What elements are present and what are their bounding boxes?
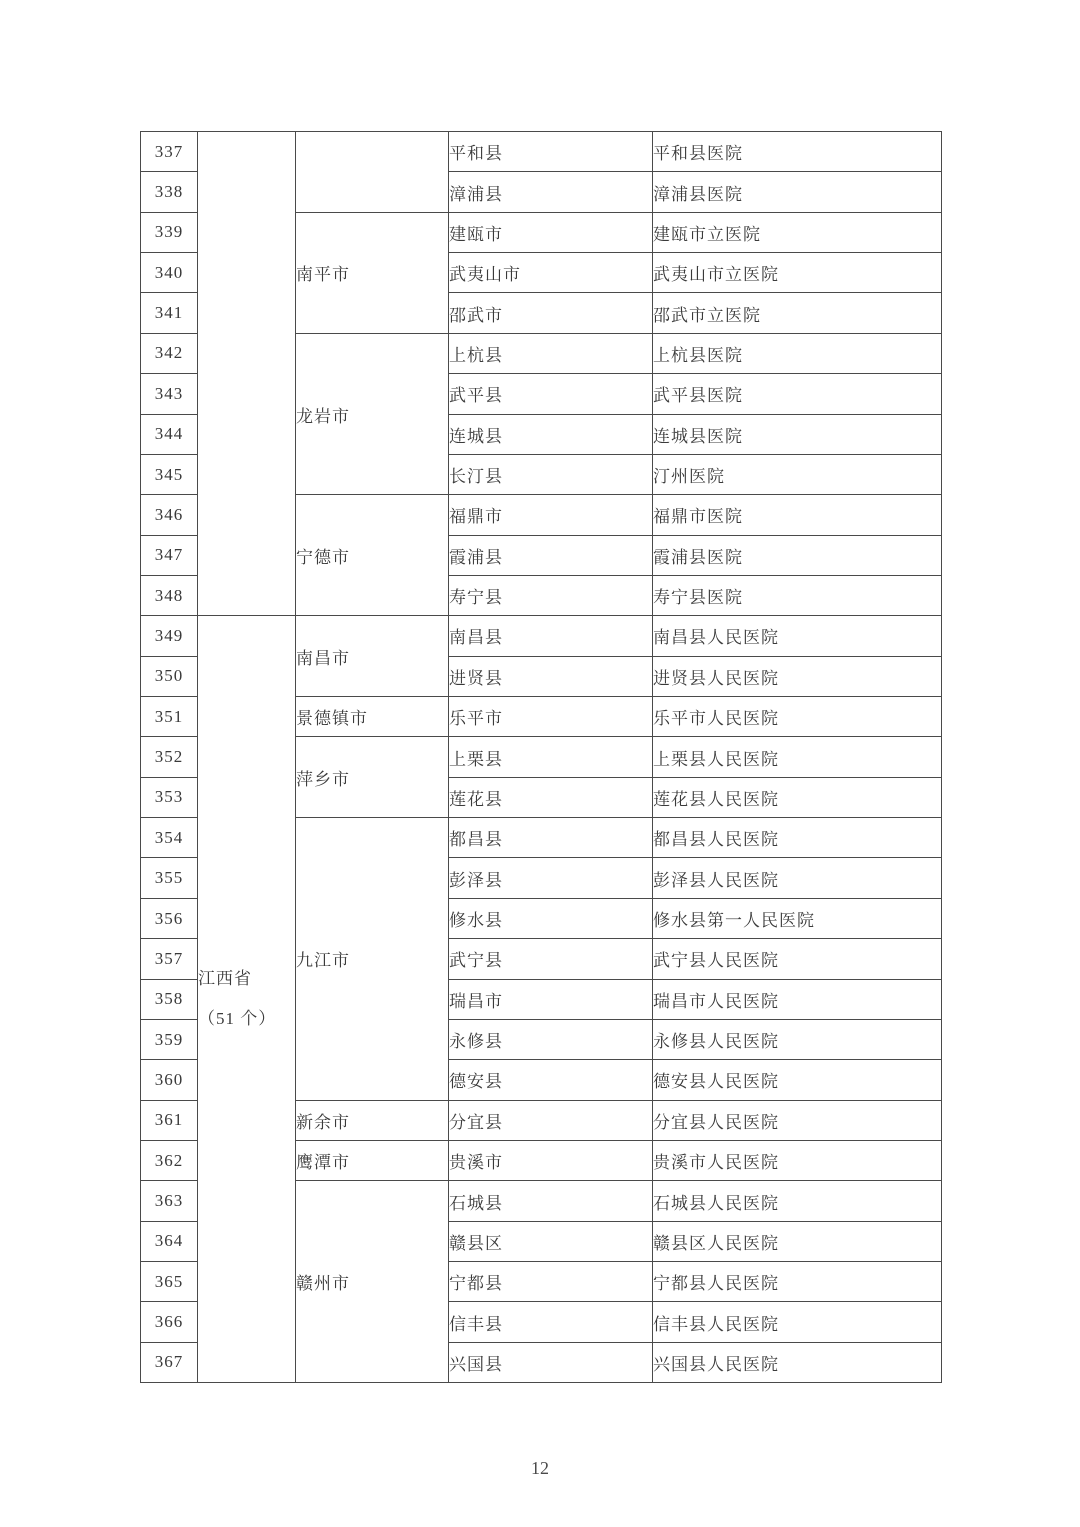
row-number-cell: 346 bbox=[141, 495, 198, 535]
city-cell bbox=[296, 132, 449, 213]
hospital-cell: 寿宁县医院 bbox=[653, 575, 942, 615]
county-cell: 寿宁县 bbox=[449, 575, 653, 615]
page-number: 12 bbox=[531, 1458, 549, 1478]
county-cell: 宁都县 bbox=[449, 1262, 653, 1302]
hospital-cell: 贵溪市人民医院 bbox=[653, 1140, 942, 1180]
row-number-cell: 343 bbox=[141, 374, 198, 414]
hospital-cell: 福鼎市医院 bbox=[653, 495, 942, 535]
row-number-cell: 356 bbox=[141, 898, 198, 938]
county-cell: 分宜县 bbox=[449, 1100, 653, 1140]
row-number-cell: 338 bbox=[141, 172, 198, 212]
hospital-cell: 上杭县医院 bbox=[653, 333, 942, 373]
county-cell: 彭泽县 bbox=[449, 858, 653, 898]
hospital-cell: 漳浦县医院 bbox=[653, 172, 942, 212]
hospital-cell: 宁都县人民医院 bbox=[653, 1262, 942, 1302]
county-cell: 莲花县 bbox=[449, 777, 653, 817]
row-number-cell: 337 bbox=[141, 132, 198, 172]
county-cell: 武宁县 bbox=[449, 939, 653, 979]
hospital-cell: 平和县医院 bbox=[653, 132, 942, 172]
county-cell: 上杭县 bbox=[449, 333, 653, 373]
county-cell: 石城县 bbox=[449, 1181, 653, 1221]
hospital-cell: 霞浦县医院 bbox=[653, 535, 942, 575]
hospital-cell: 邵武市立医院 bbox=[653, 293, 942, 333]
row-number-cell: 365 bbox=[141, 1262, 198, 1302]
hospital-cell: 武宁县人民医院 bbox=[653, 939, 942, 979]
hospital-cell: 分宜县人民医院 bbox=[653, 1100, 942, 1140]
hospital-cell: 汀州医院 bbox=[653, 454, 942, 494]
province-cell bbox=[198, 132, 296, 616]
city-cell: 龙岩市 bbox=[296, 333, 449, 494]
row-number-cell: 367 bbox=[141, 1342, 198, 1382]
county-cell: 武夷山市 bbox=[449, 253, 653, 293]
row-number-cell: 348 bbox=[141, 575, 198, 615]
row-number-cell: 357 bbox=[141, 939, 198, 979]
county-cell: 长汀县 bbox=[449, 454, 653, 494]
row-number-cell: 364 bbox=[141, 1221, 198, 1261]
county-cell: 永修县 bbox=[449, 1019, 653, 1059]
hospital-table-body bbox=[141, 132, 942, 1383]
hospital-table bbox=[140, 131, 942, 1383]
row-number-cell: 342 bbox=[141, 333, 198, 373]
county-cell: 武平县 bbox=[449, 374, 653, 414]
hospital-cell: 南昌县人民医院 bbox=[653, 616, 942, 656]
county-cell: 德安县 bbox=[449, 1060, 653, 1100]
county-cell: 瑞昌市 bbox=[449, 979, 653, 1019]
province-count: （51 个） bbox=[198, 1009, 277, 1029]
table-row bbox=[141, 616, 942, 656]
row-number-cell: 345 bbox=[141, 454, 198, 494]
hospital-cell: 乐平市人民医院 bbox=[653, 697, 942, 737]
row-number-cell: 355 bbox=[141, 858, 198, 898]
hospital-cell: 德安县人民医院 bbox=[653, 1060, 942, 1100]
city-cell: 南平市 bbox=[296, 212, 449, 333]
hospital-cell: 彭泽县人民医院 bbox=[653, 858, 942, 898]
county-cell: 建瓯市 bbox=[449, 212, 653, 252]
county-cell: 赣县区 bbox=[449, 1221, 653, 1261]
county-cell: 霞浦县 bbox=[449, 535, 653, 575]
row-number-cell: 363 bbox=[141, 1181, 198, 1221]
row-number-cell: 354 bbox=[141, 818, 198, 858]
county-cell: 邵武市 bbox=[449, 293, 653, 333]
county-cell: 南昌县 bbox=[449, 616, 653, 656]
hospital-cell: 武夷山市立医院 bbox=[653, 253, 942, 293]
hospital-cell: 石城县人民医院 bbox=[653, 1181, 942, 1221]
row-number-cell: 362 bbox=[141, 1140, 198, 1180]
row-number-cell: 359 bbox=[141, 1019, 198, 1059]
county-cell: 漳浦县 bbox=[449, 172, 653, 212]
hospital-cell: 兴国县人民医院 bbox=[653, 1342, 942, 1382]
row-number-cell: 350 bbox=[141, 656, 198, 696]
county-cell: 乐平市 bbox=[449, 697, 653, 737]
county-cell: 修水县 bbox=[449, 898, 653, 938]
city-cell: 新余市 bbox=[296, 1100, 449, 1140]
province-cell bbox=[198, 616, 296, 1383]
hospital-cell: 都昌县人民医院 bbox=[653, 818, 942, 858]
hospital-cell: 信丰县人民医院 bbox=[653, 1302, 942, 1342]
county-cell: 平和县 bbox=[449, 132, 653, 172]
hospital-cell: 莲花县人民医院 bbox=[653, 777, 942, 817]
hospital-cell: 永修县人民医院 bbox=[653, 1019, 942, 1059]
hospital-cell: 进贤县人民医院 bbox=[653, 656, 942, 696]
row-number-cell: 360 bbox=[141, 1060, 198, 1100]
hospital-cell: 瑞昌市人民医院 bbox=[653, 979, 942, 1019]
row-number-cell: 352 bbox=[141, 737, 198, 777]
row-number-cell: 344 bbox=[141, 414, 198, 454]
city-cell: 萍乡市 bbox=[296, 737, 449, 818]
city-cell: 宁德市 bbox=[296, 495, 449, 616]
hospital-cell: 修水县第一人民医院 bbox=[653, 898, 942, 938]
hospital-cell: 上栗县人民医院 bbox=[653, 737, 942, 777]
province-name: 江西省 bbox=[198, 968, 252, 988]
county-cell: 福鼎市 bbox=[449, 495, 653, 535]
city-cell: 赣州市 bbox=[296, 1181, 449, 1383]
county-cell: 上栗县 bbox=[449, 737, 653, 777]
row-number-cell: 339 bbox=[141, 212, 198, 252]
hospital-cell: 连城县医院 bbox=[653, 414, 942, 454]
city-cell: 南昌市 bbox=[296, 616, 449, 697]
county-cell: 兴国县 bbox=[449, 1342, 653, 1382]
city-cell: 鹰潭市 bbox=[296, 1140, 449, 1180]
row-number-cell: 340 bbox=[141, 253, 198, 293]
row-number-cell: 353 bbox=[141, 777, 198, 817]
county-cell: 信丰县 bbox=[449, 1302, 653, 1342]
hospital-cell: 武平县医院 bbox=[653, 374, 942, 414]
county-cell: 进贤县 bbox=[449, 656, 653, 696]
row-number-cell: 349 bbox=[141, 616, 198, 656]
row-number-cell: 347 bbox=[141, 535, 198, 575]
row-number-cell: 366 bbox=[141, 1302, 198, 1342]
city-cell: 九江市 bbox=[296, 818, 449, 1101]
row-number-cell: 351 bbox=[141, 697, 198, 737]
row-number-cell: 361 bbox=[141, 1100, 198, 1140]
county-cell: 都昌县 bbox=[449, 818, 653, 858]
row-number-cell: 358 bbox=[141, 979, 198, 1019]
hospital-cell: 建瓯市立医院 bbox=[653, 212, 942, 252]
row-number-cell: 341 bbox=[141, 293, 198, 333]
county-cell: 连城县 bbox=[449, 414, 653, 454]
table-row bbox=[141, 132, 942, 172]
county-cell: 贵溪市 bbox=[449, 1140, 653, 1180]
hospital-cell: 赣县区人民医院 bbox=[653, 1221, 942, 1261]
city-cell: 景德镇市 bbox=[296, 697, 449, 737]
